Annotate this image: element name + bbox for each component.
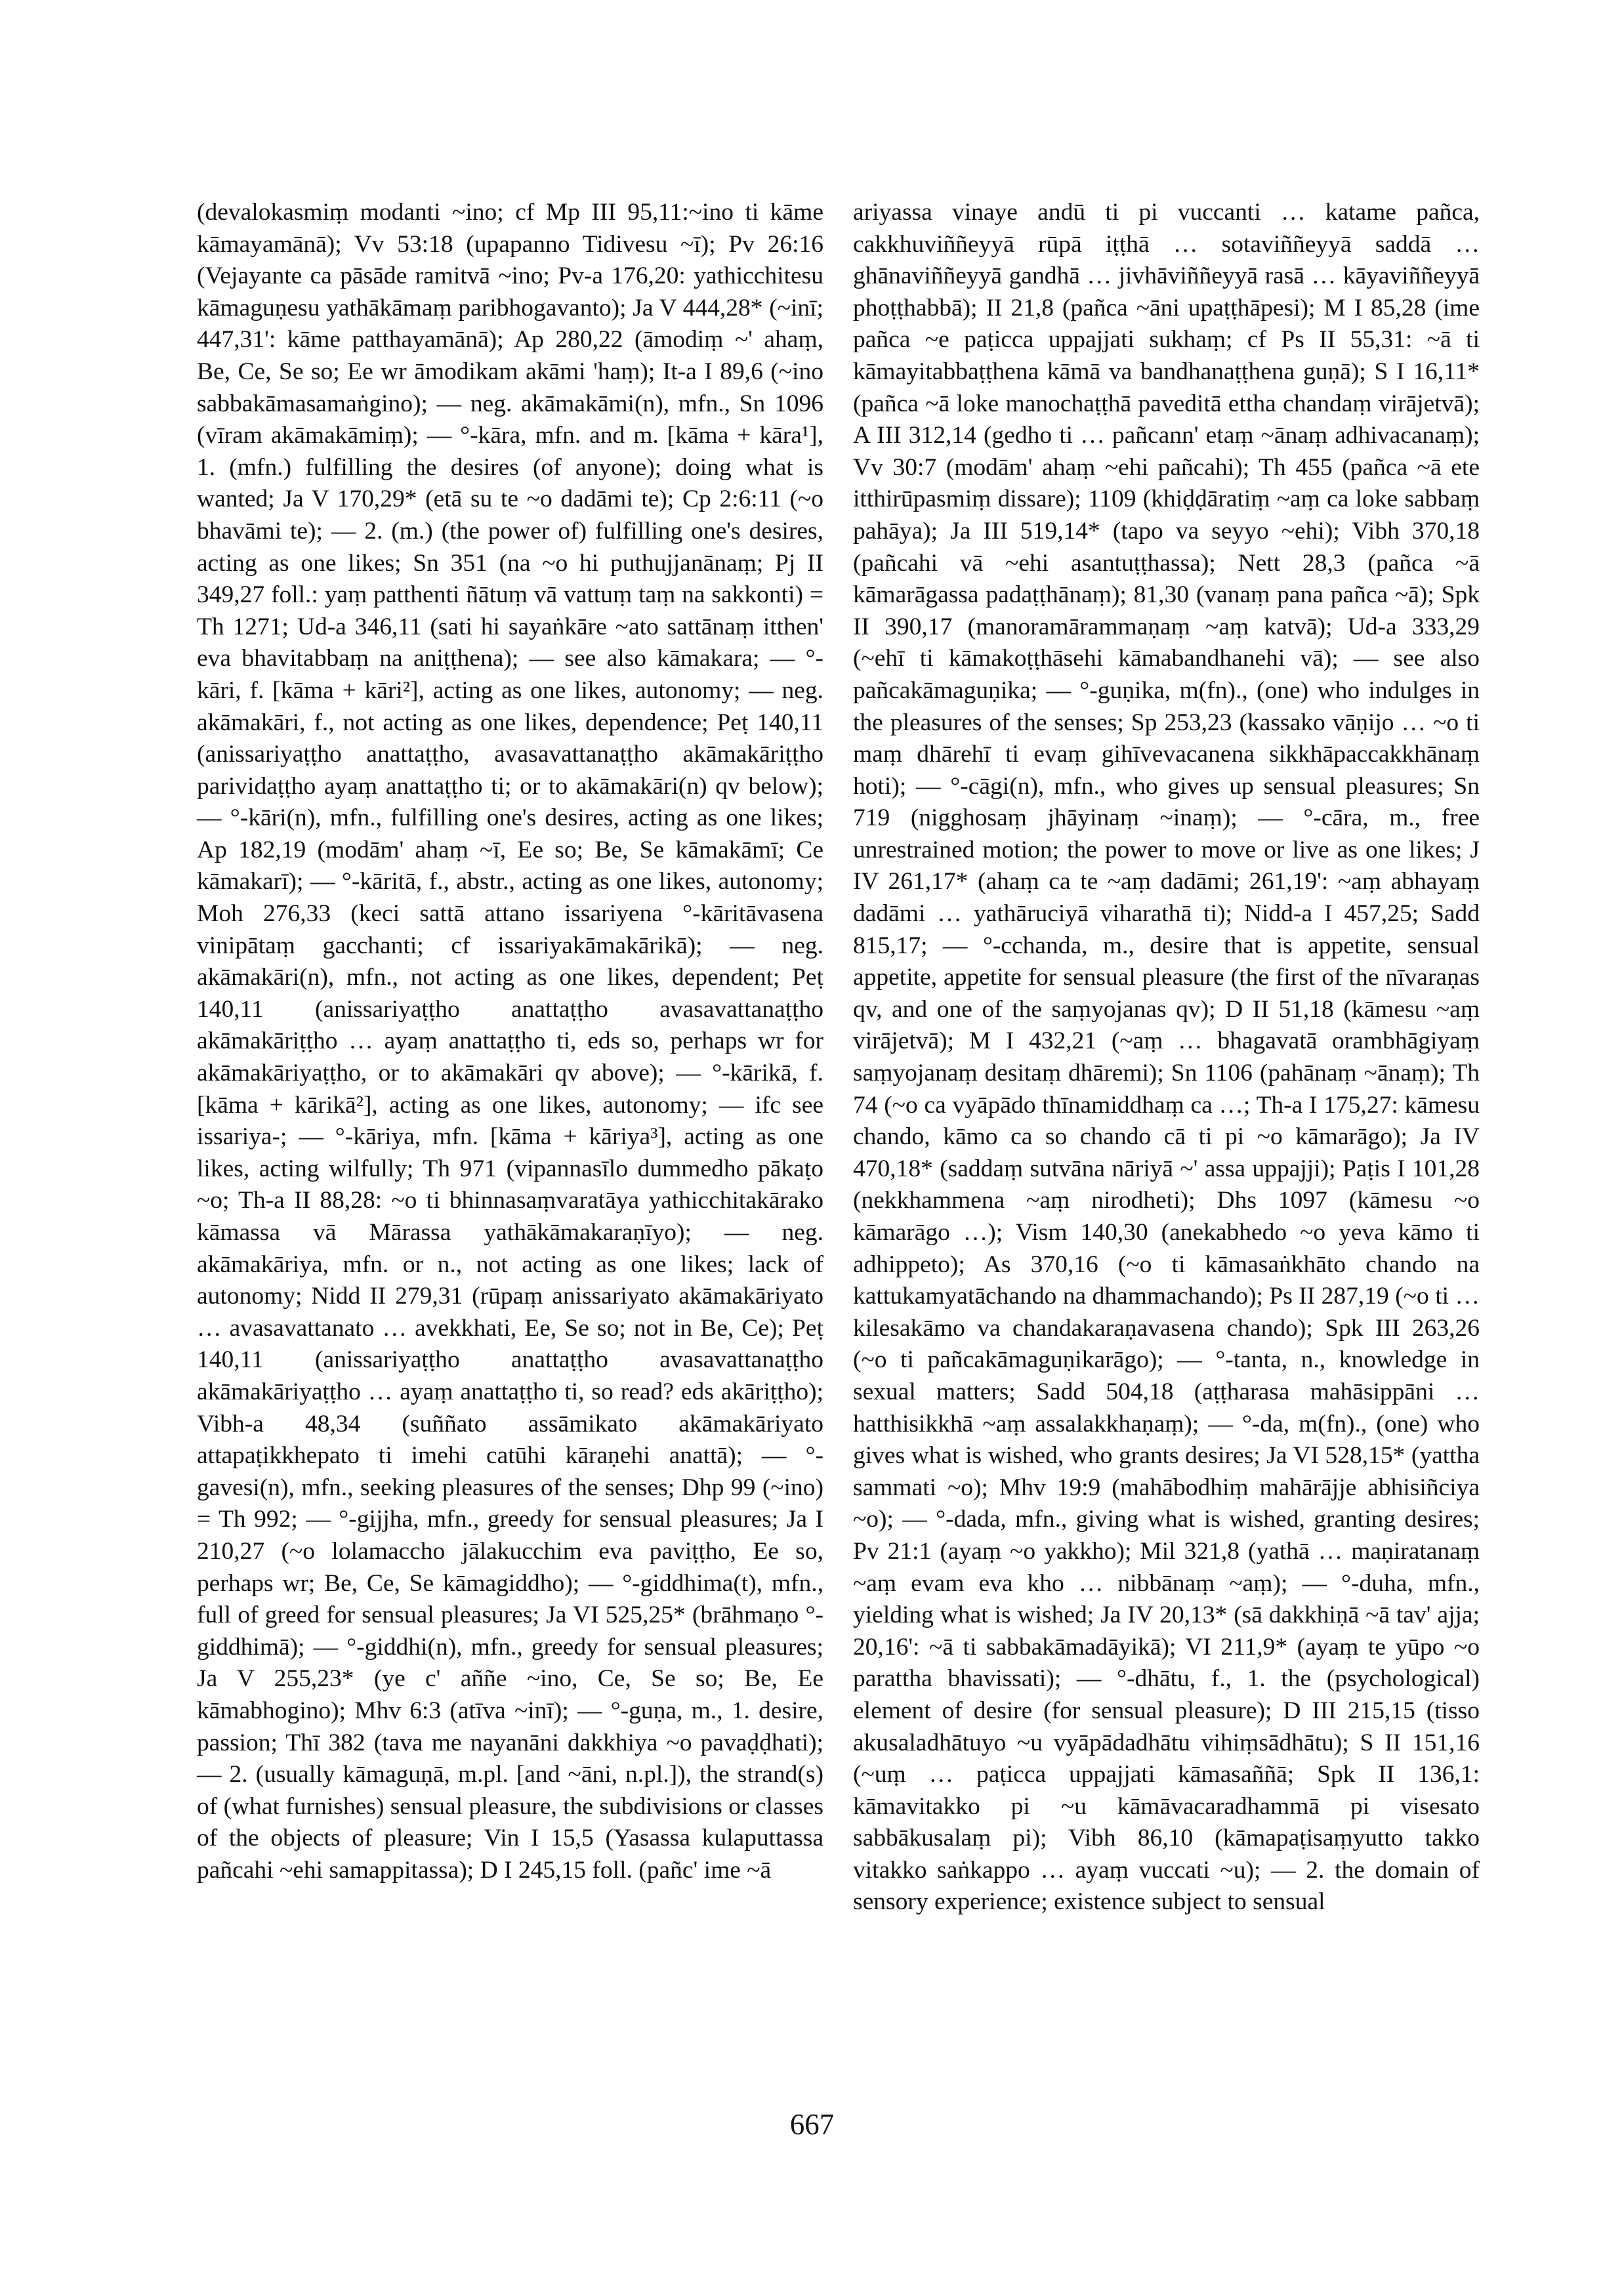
right-column-text: ariyassa vinaye andū ti pi vuccanti … katame pañca, cakkhuviññeyyā rūpā iṭṭhā … sotaviññeyyā saddā … ghānaviññeyyā gandhā … jivhāviññeyyā rasā … kāyaviññeyyā phoṭṭhabbā); II 21,8 (pañca ~āni upaṭṭhāpesi); M I 85,28 (ime pañca ~e paṭicca uppajjati sukhaṃ; cf Ps II 55,31: ~ā ti kāmayitabbaṭṭhena kāmā va bandhanaṭṭhena guṇā); S I 16,11* (pañca ~ā loke manochaṭṭhā paveditā ettha chandaṃ virājetvā); A III 312,14 (gedho ti … pañcann' etaṃ ~ānaṃ adhivacanaṃ); Vv 30:7 (modām' ahaṃ ~ehi pañcahi); Th 455 (pañca ~ā ete itthirūpasmiṃ dissare); 1109 (khiḍḍāratiṃ ~aṃ ca loke sabbaṃ pahāya); Ja III 519,14* (tapo va seyyo ~ehi); Vibh 370,18 (pañcahi vā ~ehi asantuṭṭhassa); Nett 28,3 (pañca ~ā kāmarāgassa padaṭṭhānaṃ); 81,30 (vanaṃ pana pañca ~ā); Spk II 390,17 (manoramārammaṇaṃ ~aṃ katvā); Ud-a 333,29 (~ehī ti kāmakoṭṭhāsehi kāmabandhanehi vā); — see also pañcakāmaguṇika; — °-guṇika, m(fn)., (one) who indulges in the pleasures of the senses; Sp 253,23 (kassako vāṇijo … ~o ti maṃ dhārehī ti evaṃ gihīvevacanena sikkhāpaccakkhānaṃ hoti); — °-cāgi(n), mfn., who gives up sensual pleasures; Sn 719 (nigghosaṃ jhāyinaṃ ~inaṃ); — °-cāra, m., free unrestrained motion; the power to move or live as one likes; J IV 261,17* (ahaṃ ca te ~aṃ dadāmi; 261,19': ~aṃ abhayaṃ dadāmi … yathāruciyā viharathā ti); Nidd-a I 457,25; Sadd 815,17; — °-cchanda, m., desire that is appetite, sensual appetite, appetite for sensual pleasure (the first of the nīvaraṇas qv, and one of the saṃyojanas qv); D II 51,18 (kāmesu ~aṃ virājetvā); M I 432,21 (~aṃ … bhagavatā orambhāgiyaṃ saṃyojanaṃ desitaṃ dhāremi); Sn 1106 (pahānaṃ ~ānaṃ); Th 74 (~o ca vyāpādo thīnamiddhaṃ ca …; Th-a I 175,27: kāmesu chando, kāmo ca so chando cā ti pi ~o kāmarāgo); Ja IV 470,18* (saddaṃ sutvāna nāriyā ~' assa uppajji); Paṭis I 101,28 (nekkhammena ~aṃ nirodheti); Dhs 1097 (kāmesu ~o kāmarāgo …); Vism 140,30 (anekabhedo ~o yeva kāmo ti adhippeto); As 370,16 (~o ti kāmasaṅkhāto chando na kattukamyatāchando na dhammachando); Ps II 287,19 (~o ti … kilesakāmo va chandakaraṇavasena chando); Spk III 263,26 (~o ti pañcakāmaguṇikarāgo); — °-tanta, n., knowledge in sexual matters; Sadd 504,18 (aṭṭharasa mahāsippāni … hatthisikkhā ~aṃ assalakkhaṇaṃ); — °-da, m(fn)., (one) who gives what is wished, who grants desires; Ja VI 528,15* (yattha sammati ~o); Mhv 19:9 (mahābodhiṃ mahārājje abhisiñciya ~o); — °-dada, mfn., giving what is wished, granting desires; Pv 21:1 (ayaṃ ~o yakkho); Mil 321,8 (yathā … maṇiratanaṃ ~aṃ evam eva kho … nibbānaṃ ~aṃ); — °-duha, mfn., yielding what is wished; Ja IV 20,13* (sā dakkhiṇā ~ā tav' ajja; 20,16': ~ā ti sabbakāmadāyikā); VI 211,9* (ayaṃ te yūpo ~o parattha bhavissati); — °-dhātu, f., 1. the (psychological) element of desire (for sensual pleasure); D III 215,15 (tisso akusaladhātuyo ~u vyāpādadhātu vihiṃsādhātu); S II 151,16 (~uṃ … paṭicca uppajjati kāmasaññā; Spk II 136,1: kāmavitakko pi ~u kāmāvacaradhammā pi visesato sabbākusalaṃ pi); Vibh 86,10 (kāmapaṭisaṃyutto takko vitakko saṅkappo … ayaṃ vuccati ~u); — 2. the domain of sensory experience; existence subject to sensual [853,199,1480,1916]
page-number: 667 [789,2108,835,2141]
left-text-column [197,197,823,1886]
right-text-column [853,197,1480,1918]
left-column-text: (devalokasmiṃ modanti ~ino; cf Mp III 95,11:~ino ti kāme kāmayamānā); Vv 53:18 (upapanno Tidivesu ~ī); Pv 26:16 (Vejayante ca pāsāde ramitvā ~ino; Pv-a 176,20: yathicchitesu kāmaguṇesu yathākāmaṃ paribhogavanto); Ja V 444,28* (~inī; 447,31': kāme patthayamānā); Ap 280,22 (āmodiṃ ~' ahaṃ, Be, Ce, Se so; Ee wr āmodikam akāmi 'haṃ); It-a I 89,6 (~ino sabbakāmasamaṅgino); — neg. akāmakāmi(n), mfn., Sn 1096 (vīram akāmakāmiṃ); — °-kāra, mfn. and m. [kāma + kāra¹], 1. (mfn.) fulfilling the desires (of anyone); doing what is wanted; Ja V 170,29* (etā su te ~o dadāmi te); Cp 2:6:11 (~o bhavāmi te); — 2. (m.) (the power of) fulfilling one's desires, acting as one likes; Sn 351 (na ~o hi puthujjanānaṃ; Pj II 349,27 foll.: yaṃ patthenti ñātuṃ vā vattuṃ taṃ na sakkonti) = Th 1271; Ud-a 346,11 (sati hi sayaṅkāre ~ato sattānaṃ itthen' eva bhavitabbaṃ na aniṭṭhena); — see also kāmakara; — °-kāri, f. [kāma + kāri²], acting as one likes, autonomy; — neg. akāmakāri, f., not acting as one likes, dependence; Peṭ 140,11 (anissariyaṭṭho anattaṭṭho, avasavattanaṭṭho akāmakāriṭṭho parividaṭṭho ayaṃ anattaṭṭho ti; or to akāmakāri(n) qv below); — °-kāri(n), mfn., fulfilling one's desires, acting as one likes; Ap 182,19 (modām' ahaṃ ~ī, Ee so; Be, Se kāmakāmī; Ce kāmakarī); — °-kāritā, f., abstr., acting as one likes, autonomy; Moh 276,33 (keci sattā attano issariyena °-kāritāvasena vinipātaṃ gacchanti; cf issariyakāmakārikā); — neg. akāmakāri(n), mfn., not acting as one likes, dependent; Peṭ 140,11 (anissariyaṭṭho anattaṭṭho avasavattanaṭṭho akāmakāriṭṭho … ayaṃ anattaṭṭho ti, eds so, perhaps wr for akāmakāriyaṭṭho, or to akāmakāri qv above); — °-kārikā, f. [kāma + kārikā²], acting as one likes, autonomy; — ifc see issariya-; — °-kāriya, mfn. [kāma + kāriya³], acting as one likes, acting wilfully; Th 971 (vipannasīlo dummedho pākaṭo ~o; Th-a II 88,28: ~o ti bhinnasaṃvaratāya yathicchitakārako kāmassa vā Mārassa yathākāmakaraṇīyo); — neg. akāmakāriya, mfn. or n., not acting as one likes; lack of autonomy; Nidd II 279,31 (rūpaṃ anissariyato akāmakāriyato … avasavattanato … avekkhati, Ee, Se so; not in Be, Ce); Peṭ 140,11 (anissariyaṭṭho anattaṭṭho avasavattanaṭṭho akāmakāriyaṭṭho … ayaṃ anattaṭṭho ti, so read? eds akāriṭṭho); Vibh-a 48,34 (suññato assāmikato akāmakāriyato attapaṭikkhepato ti imehi catūhi kāraṇehi anattā); — °-gavesi(n), mfn., seeking pleasures of the senses; Dhp 99 (~ino) = Th 992; — °-gijjha, mfn., greedy for sensual pleasures; Ja I 210,27 (~o lolamaccho jālakucchim eva paviṭṭho, Ee so, perhaps wr; Be, Ce, Se kāmagiddho); — °-giddhima(t), mfn., full of greed for sensual pleasures; Ja VI 525,25* (brāhmaṇo °-giddhimā); — °-giddhi(n), mfn., greedy for sensual pleasures; Ja V 255,23* (ye c' aññe ~ino, Ce, Se so; Be, Ee kāmabhogino); Mhv 6:3 (atīva ~inī); — °-guṇa, m., 1. desire, passion; Thī 382 (tava me nayanāni dakkhiya ~o pavaḍḍhati); — 2. (usually kāmaguṇā, m.pl. [and ~āni, n.pl.]), the strand(s) of (what furnishes) sensual pleasure, the subdivisions or classes of the objects of pleasure; Vin I 15,5 (Yasassa kulaputtassa pañcahi ~ehi samappitassa); D I 245,15 foll. (pañc' ime ~ā [197,199,824,1884]
